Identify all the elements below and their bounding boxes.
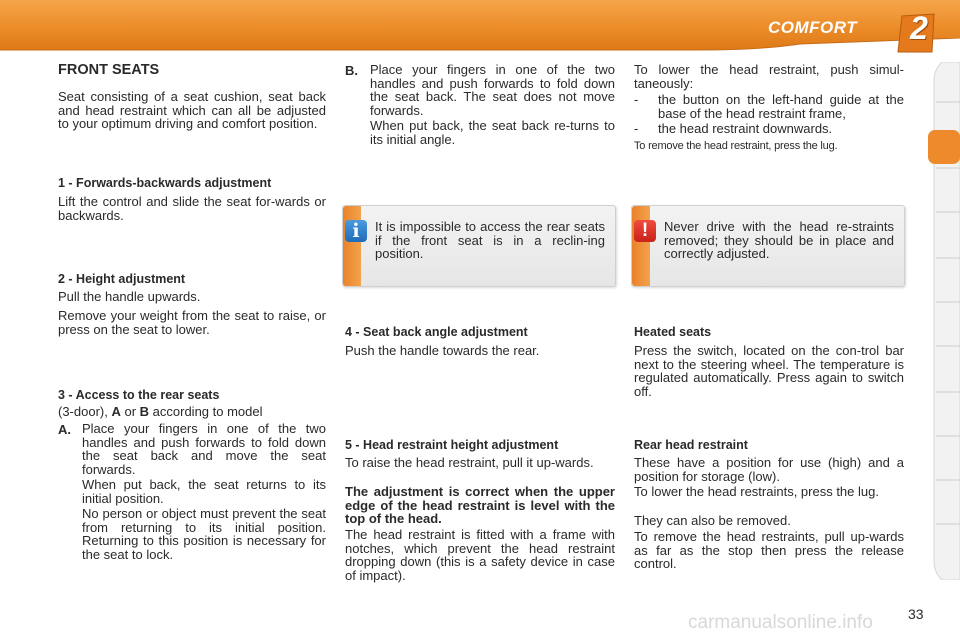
section-title: FRONT SEATS <box>58 62 160 78</box>
s5-text-1: To raise the head restraint, pull it up-wards. <box>345 455 594 470</box>
bullet-2: the head restraint downwards. <box>658 121 833 136</box>
bullet-dash-1: - <box>634 92 639 107</box>
s3-heading: 3 - Access to the rear seats <box>58 388 220 402</box>
chapter-title: COMFORT <box>768 18 858 37</box>
a-text-2: When put back, the seat returns to its initial position. <box>82 477 326 506</box>
s2-heading: 2 - Height adjustment <box>58 272 186 286</box>
lower-intro: To lower the head restraint, push simul-taneously: <box>634 62 904 91</box>
rear-text-2: To lower the head restraints, press the lug. <box>634 484 879 499</box>
rear-text-4: To remove the head restraints, pull up-wards as far as the stop then press the release control. <box>634 529 904 571</box>
remove-note: To remove the head restraint, press the lug. <box>634 140 838 152</box>
page-number: 33 <box>908 606 924 622</box>
warning-box <box>631 205 905 287</box>
rear-text-1: These have a position for use (high) and a position for storage (low). <box>634 455 904 484</box>
s2-text-2: Remove your weight from the seat to raise, or press on the seat to lower. <box>58 308 326 337</box>
bullet-dash-2: - <box>634 121 639 136</box>
s1-heading: 1 - Forwards-backwards adjustment <box>58 176 272 190</box>
label-a: A. <box>58 422 71 437</box>
warning-strip <box>632 206 650 286</box>
chapter-number: 2 <box>910 10 928 46</box>
rear-text-3: They can also be removed. <box>634 513 791 528</box>
s5-bold-text: The adjustment is correct when the upper edge of the head restraint is level with the top of the head. <box>345 484 615 526</box>
a-text-3: No person or object must prevent the seat from returning to its initial position. Returning to this position is necessary for the seat to lock. <box>82 506 326 562</box>
b-text-2: When put back, the seat back re-turns to its initial angle. <box>370 118 615 147</box>
label-b: B. <box>345 63 358 78</box>
s5-text-2: The head restraint is fitted with a frame with notches, which prevent the head restraint dropping down (this is a safety device in case of impact). <box>345 527 615 583</box>
info-icon: i <box>345 220 367 242</box>
bullet-1: the button on the left-hand guide at the base of the head restraint frame, <box>658 92 904 121</box>
heated-text: Press the switch, located on the con-trol bar next to the steering wheel. The temperature is regulated automatically. Press again to switch off. <box>634 343 904 399</box>
a-text-1: Place your fingers in one of the two handles and push forwards to fold down the seat back and move the seat forwards. <box>82 421 326 477</box>
heated-heading: Heated seats <box>634 325 712 339</box>
header-curve <box>0 38 960 58</box>
s4-text: Push the handle towards the rear. <box>345 343 540 358</box>
rear-heading: Rear head restraint <box>634 438 748 452</box>
warning-icon: ! <box>634 220 656 242</box>
s3-model-line: (3-door), A or B according to model <box>58 404 263 419</box>
warning-text: Never drive with the head re-straints removed; they should be in place and correctly adjusted. <box>664 219 894 261</box>
chapter-tabs <box>928 62 960 580</box>
s2-text-1: Pull the handle upwards. <box>58 289 201 304</box>
s1-text: Lift the control and slide the seat for-wards or backwards. <box>58 194 326 223</box>
s5-heading: 5 - Head restraint height adjustment <box>345 438 559 452</box>
intro-text: Seat consisting of a seat cushion, seat back and head restraint which can all be adjusted to your optimum driving and comfort position. <box>58 89 326 131</box>
info-strip <box>343 206 361 286</box>
s4-heading: 4 - Seat back angle adjustment <box>345 325 528 339</box>
info-box <box>342 205 616 287</box>
info-text: It is impossible to access the rear seats if the front seat is in a reclin-ing position. <box>375 219 605 261</box>
watermark: carmanualsonline.info <box>688 612 873 633</box>
b-text-1: Place your fingers in one of the two handles and push forwards to fold down the seat back. The seat does not move forwards. <box>370 62 615 118</box>
